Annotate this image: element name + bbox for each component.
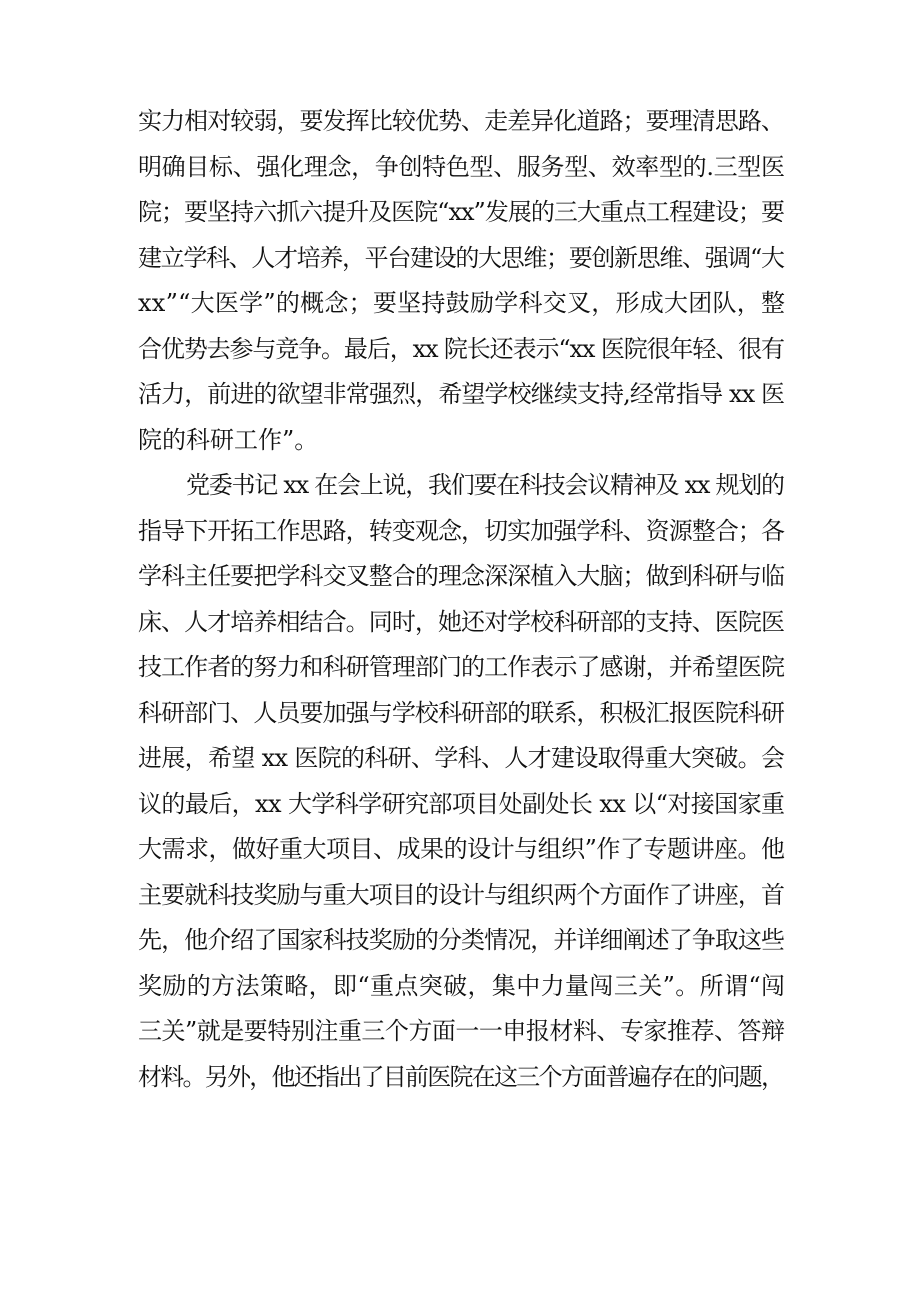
text-line: 材料。另外，他还指出了目前医院在这三个方面普遍存在的问题， — [138, 1062, 784, 1091]
text-line: 院；要坚持六抓六提升及医院“xx”发展的三大重点工程建设；要 — [138, 198, 785, 226]
text-line: 实力相对较弱，要发挥比较优势、走差异化道路；要理清思路、 — [138, 107, 785, 135]
text-line: 建立学科、人才培养，平台建设的大思维；要创新思维、强调“大 — [138, 243, 784, 272]
text-line: 活力，前进的欲望非常强烈，希望学校继续支持,经常指导 xx 医 — [138, 380, 785, 408]
text-line: 三关”就是要特别注重三个方面一一申报材料、专家推荐、答辩 — [138, 1017, 785, 1045]
text-line: 院的科研工作”。 — [138, 425, 319, 454]
text-line: xx”“大医学”的概念；要坚持鼓励学科交叉，形成大团队，整 — [138, 289, 786, 317]
text-line: 进展，希望 xx 医院的科研、学科、人才建设取得重大突破。会 — [138, 744, 785, 772]
text-line: 议的最后，xx 大学科学研究部项目处副处长 xx 以“对接国家重 — [138, 789, 785, 818]
text-line: 奖励的方法策略，即“重点突破，集中力量闯三关”。所谓“闯 — [138, 971, 786, 1000]
text-line: 党委书记 xx 在会上说，我们要在科技会议精神及 xx 规划的 — [186, 471, 784, 499]
text-line: 主要就科技奖励与重大项目的设计与组织两个方面作了讲座，首 — [138, 880, 785, 909]
text-line: 床、人才培养相结合。同时，她还对学校科研部的支持、医院医 — [138, 607, 785, 636]
text-line: 学科主任要把学科交叉整合的理念深深植入大脑；做到科研与临 — [138, 562, 785, 590]
text-line: 明确目标、强化理念，争创特色型、服务型、效率型的.三型医 — [138, 152, 785, 181]
text-line: 技工作者的努力和科研管理部门的工作表示了感谢，并希望医院 — [138, 653, 785, 681]
text-line: 大需求，做好重大项目、成果的设计与组织”作了专题讲座。他 — [138, 835, 785, 863]
text-line: 指导下开拓工作思路，转变观念，切实加强学科、资源整合；各 — [138, 516, 785, 545]
text-line: 先，他介绍了国家科技奖励的分类情况，并详细阐述了争取这些 — [138, 926, 785, 954]
text-line: 科研部门、人员要加强与学校科研部的联系，积极汇报医院科研 — [138, 698, 785, 727]
text-line: 合优势去参与竞争。最后，xx 院长还表示“xx 医院很年轻、很有 — [138, 334, 784, 363]
